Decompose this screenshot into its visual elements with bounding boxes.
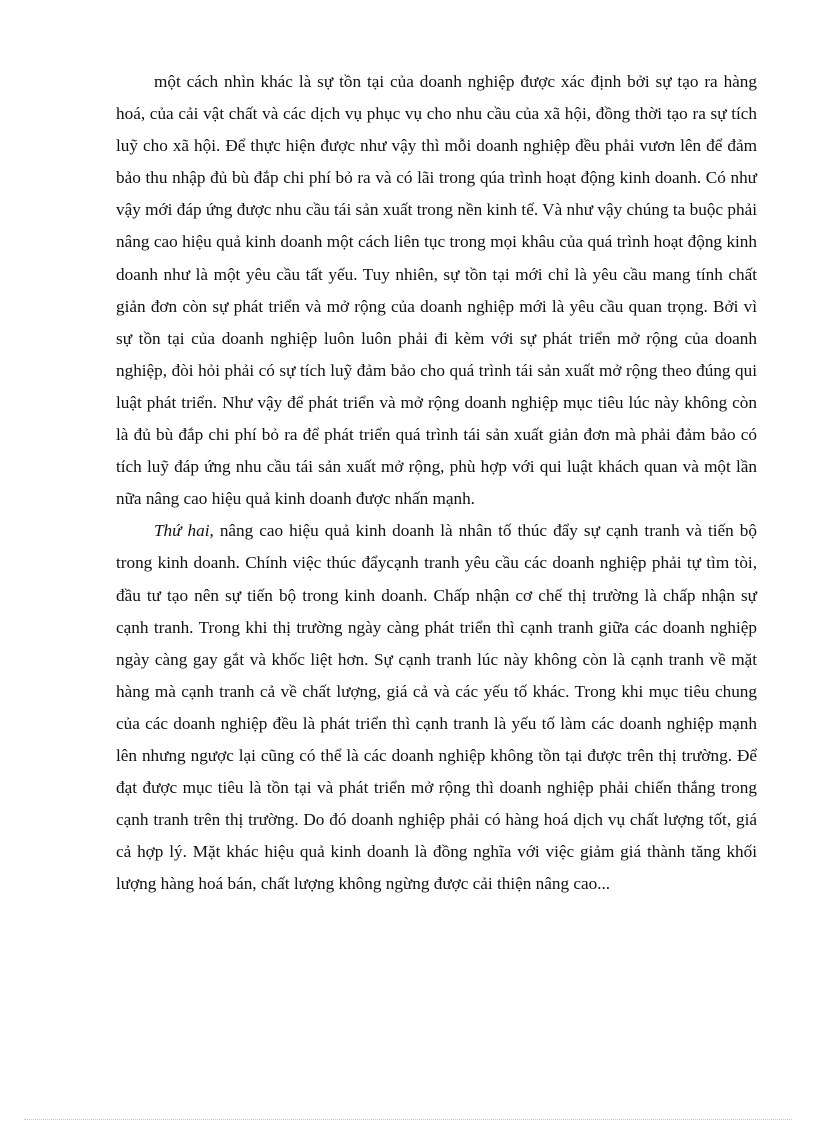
paragraph-2-lead-italic: Thứ hai	[154, 521, 210, 541]
paragraph-2	[116, 515, 757, 900]
page-bottom-divider	[24, 1119, 792, 1120]
document-body	[116, 66, 757, 900]
paragraph-1: một cách nhìn khác là sự tồn tại của doanh nghiệp được xác định bởi sự tạo ra hàng hoá, của cải vật chất và các dịch vụ phục vụ cho nhu cầu của xã hội, đồng thời tạo ra sự tích luỹ cho xã hội. Để thực hiện được như vậy thì mỗi doanh nghiệp đều phải vươn lên để đảm bảo thu nhập đủ bù đắp chi phí bỏ ra và có lãi trong qúa trình hoạt động kinh doanh. Có như vậy mới đáp ứng được nhu cầu tái sản xuất trong nền kinh tế. Và như vậy chúng ta buộc phải nâng cao hiệu quả kinh doanh một cách liên tục trong mọi khâu của quá trình hoạt động kinh doanh như là một yêu cầu tất yếu. Tuy nhiên, sự tồn tại mới chỉ là yêu cầu mang tính chất giản đơn còn sự phát triển và mở rộng của doanh nghiệp mới là yêu cầu quan trọng. Bởi vì sự tồn tại của doanh nghiệp luôn luôn phải đi kèm với sự phát triển mở rộng của doanh nghiệp, đòi hỏi phải có sự tích luỹ đảm bảo cho quá trình tái sản xuất mở rộng theo đúng qui luật phát triển. Như vậy để phát triển và mở rộng doanh nghiệp mục tiêu lúc này không còn là đủ bù đắp chi phí bỏ ra để phát triển quá trình tái sản xuất giản đơn mà phải đảm bảo có tích luỹ đáp ứng nhu cầu tái sản xuất mở rộng, phù hợp với qui luật khách quan và một lần nữa nâng cao hiệu quả kinh doanh được nhấn mạnh.	[116, 72, 757, 509]
paragraph-2-text: , nâng cao hiệu quả kinh doanh là nhân tố thúc đẩy sự cạnh tranh và tiến bộ trong kinh doanh. Chính việc thúc đẩycạnh tranh yêu cầu các doanh nghiệp phải tự tìm tòi, đầu tư tạo nên sự tiến bộ trong kinh doanh. Chấp nhận cơ chế thị trường là chấp nhận sự cạnh tranh. Trong khi thị trường ngày càng phát triển thì cạnh tranh giữa các doanh nghiệp ngày càng gay gắt và khốc liệt hơn. Sự cạnh tranh lúc này không còn là cạnh tranh về mặt hàng mà cạnh tranh cả về chất lượng, giá cả và các yếu tố khác. Trong khi mục tiêu chung của các doanh nghiệp đều là phát triển thì cạnh tranh là yếu tố làm các doanh nghiệp mạnh lên nhưng ngược lại cũng có thể là các doanh nghiệp không tồn tại được trên thị trường. Để đạt được mục tiêu là tồn tại và phát triển mở rộng thì doanh nghiệp phải chiến thắng trong cạnh tranh trên thị trường. Do đó doanh nghiệp phải có hàng hoá dịch vụ chất lượng tốt, giá cả hợp lý. Mặt khác hiệu quả kinh doanh là đồng nghĩa với việc giảm giá thành tăng khối lượng hàng hoá bán, chất lượng không ngừng được cải thiện nâng cao...	[116, 521, 757, 894]
